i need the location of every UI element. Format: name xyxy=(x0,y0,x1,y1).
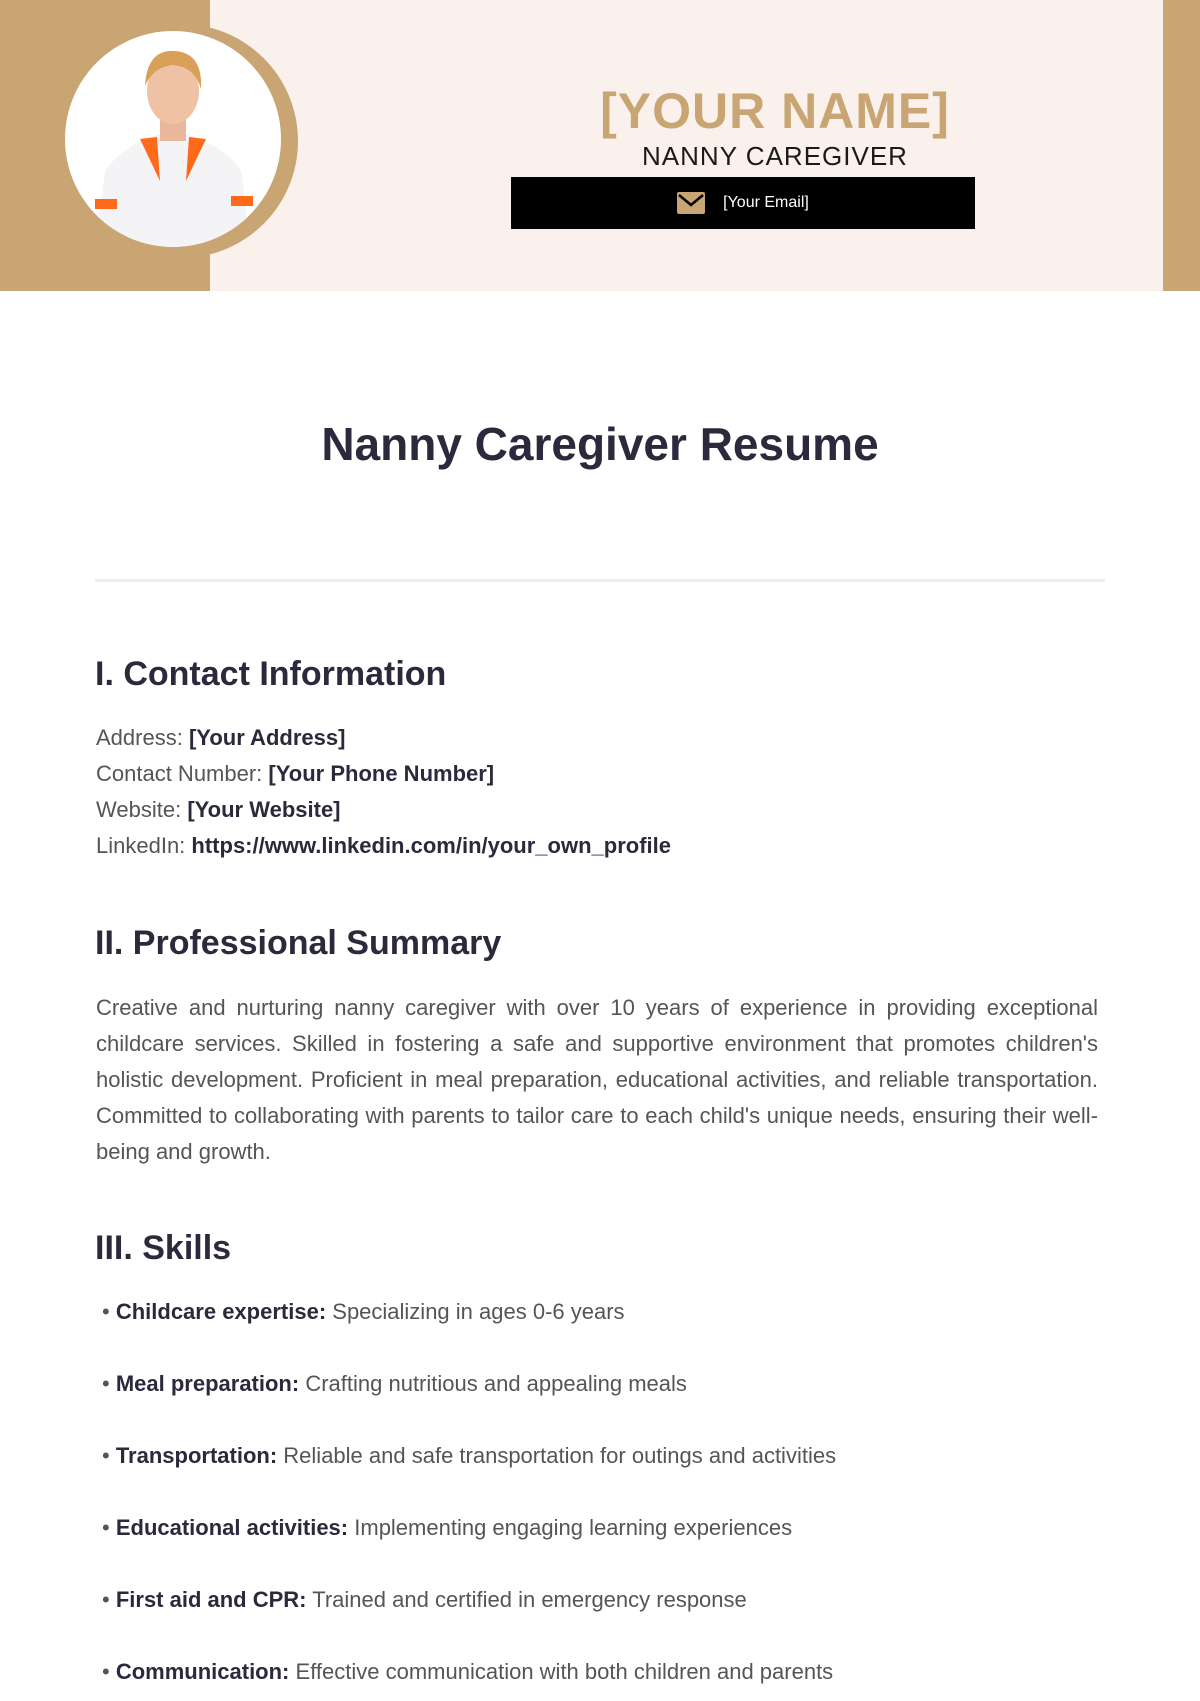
skill-item: • Educational activities: Implementing engaging learning experiences xyxy=(102,1515,793,1540)
skills-heading: III. Skills xyxy=(95,1229,232,1267)
skill-item: • Transportation: Reliable and safe transportation for outings and activities xyxy=(102,1443,837,1468)
email-text[interactable]: [Your Email] xyxy=(723,194,809,211)
contact-heading: I. Contact Information xyxy=(95,655,447,693)
skill-item: • First aid and CPR: Trained and certified in emergency response xyxy=(102,1587,747,1612)
summary-heading: II. Professional Summary xyxy=(95,924,502,962)
candidate-role: NANNY CAREGIVER xyxy=(642,141,908,171)
contact-website: Website: [Your Website] xyxy=(96,797,341,822)
contact-address: Address: [Your Address] xyxy=(96,725,346,750)
summary-text: Creative and nurturing nanny caregiver with over 10 years of experience in providing exceptional childcare services. Skilled in fostering a safe and supportive environment that promotes children's holistic development. Proficient in meal preparation, educational activities, and reliable transportation. Committed to collaborating with parents to tailor care to each child's unique needs, ensuring their well-being and growth. xyxy=(96,995,1098,1164)
email-bar xyxy=(511,177,975,229)
divider xyxy=(95,579,1105,582)
skill-item: • Communication: Effective communication with both children and parents xyxy=(102,1659,834,1684)
page-title: Nanny Caregiver Resume xyxy=(321,418,879,470)
header-accent-right xyxy=(1163,0,1200,291)
contact-linkedin: LinkedIn: https://www.linkedin.com/in/your_own_profile xyxy=(96,833,671,858)
profile-photo xyxy=(65,31,281,247)
skill-item: • Meal preparation: Crafting nutritious and appealing meals xyxy=(102,1371,687,1396)
linkedin-link[interactable]: https://www.linkedin.com/in/your_own_profile xyxy=(191,833,671,858)
candidate-name: [YOUR NAME] xyxy=(600,83,950,139)
contact-phone: Contact Number: [Your Phone Number] xyxy=(96,761,495,786)
skill-item: • Childcare expertise: Specializing in ages 0-6 years xyxy=(102,1299,625,1324)
envelope-icon xyxy=(677,192,705,214)
